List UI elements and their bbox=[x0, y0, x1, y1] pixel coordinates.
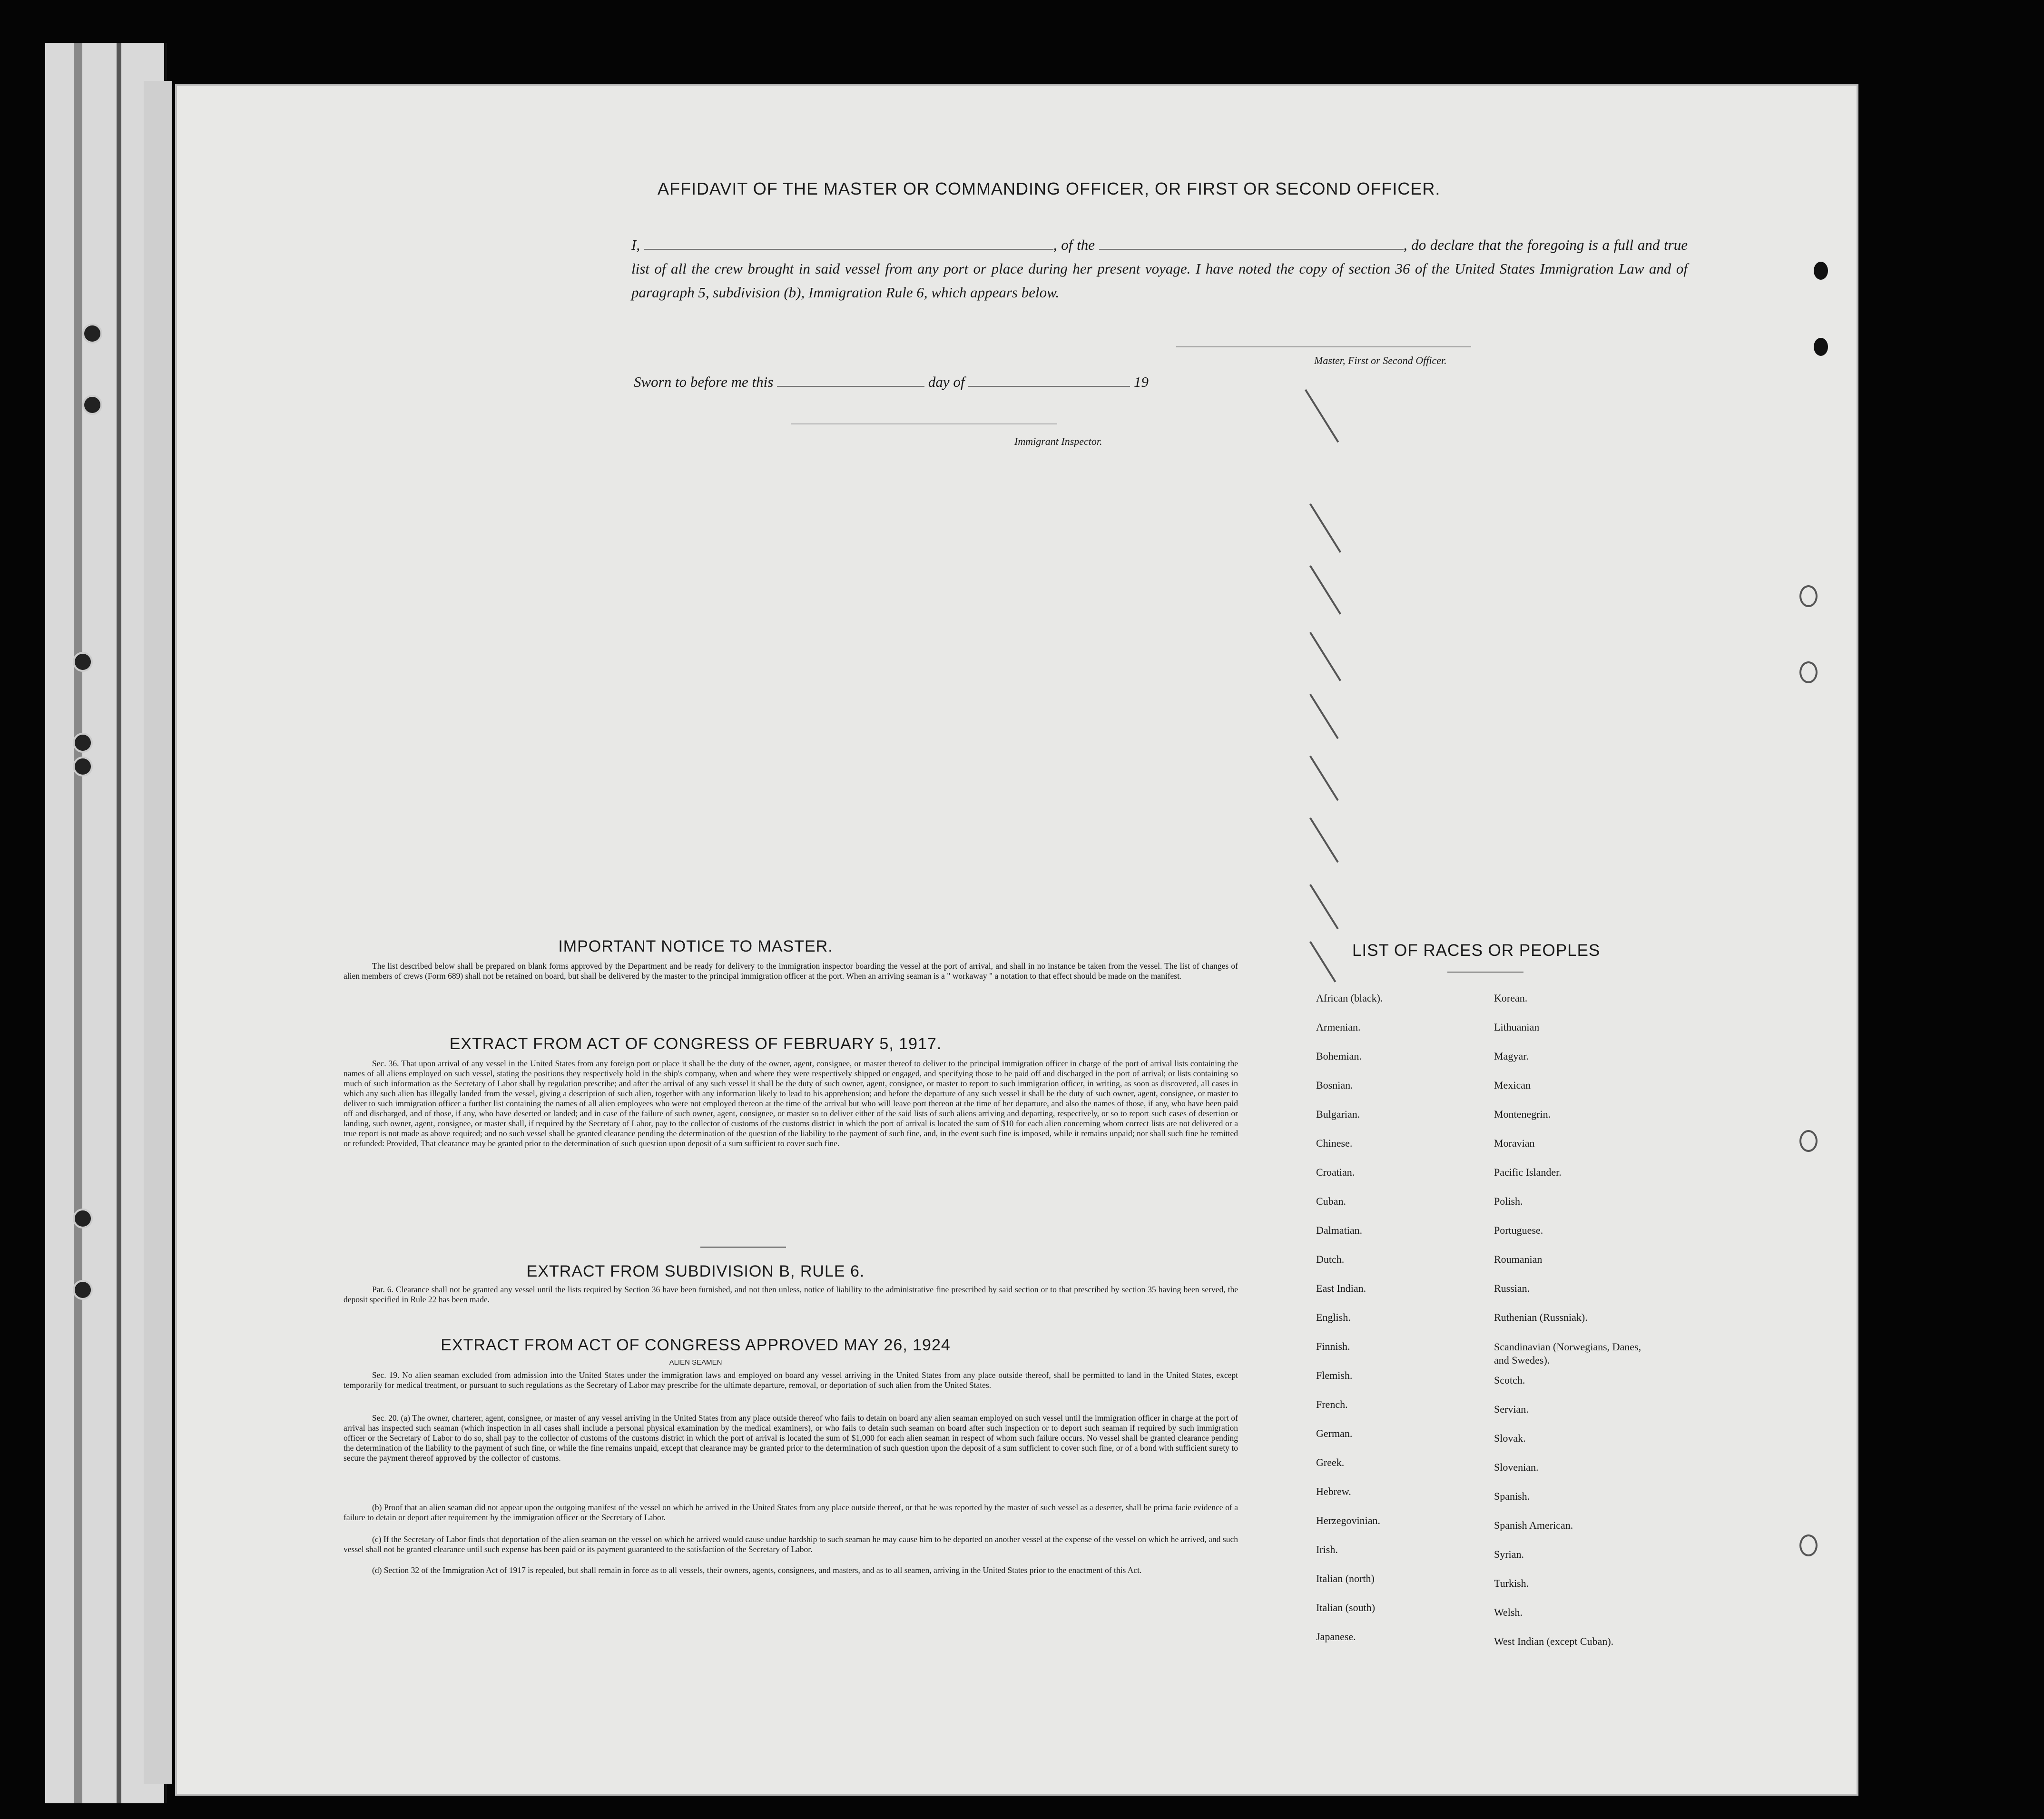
race-item: Mexican bbox=[1494, 1079, 1531, 1091]
punch-hole bbox=[1814, 338, 1828, 356]
race-item: German. bbox=[1316, 1427, 1353, 1439]
race-item: Dutch. bbox=[1316, 1253, 1345, 1265]
race-item: Scotch. bbox=[1494, 1374, 1525, 1386]
race-item: Chinese. bbox=[1316, 1137, 1353, 1149]
extract-rule6-title: EXTRACT FROM SUBDIVISION B, RULE 6. bbox=[526, 1262, 865, 1280]
race-item: Greek. bbox=[1316, 1456, 1345, 1468]
race-item: Finnish. bbox=[1316, 1340, 1350, 1352]
binder-strip bbox=[74, 43, 82, 1803]
binder-hole bbox=[73, 757, 93, 777]
page-edge bbox=[144, 81, 172, 1784]
affidavit-i: I, bbox=[631, 236, 640, 253]
pencil-mark bbox=[1309, 503, 1341, 553]
race-item: Pacific Islander. bbox=[1494, 1166, 1562, 1178]
race-item: Bulgarian. bbox=[1316, 1108, 1360, 1120]
race-item: Armenian. bbox=[1316, 1021, 1361, 1033]
extract-1924-sec20b: (b) Proof that an alien seaman did not appear upon the outgoing manifest of the vessel on which he arrived in the United States from any place outside thereof, or that he was reported by the master of such vessel as a deserter, shall be prima facie evidence of a failure to detain or deport after requirement by the immigration officer or the Secretary of Labor. bbox=[344, 1503, 1238, 1522]
race-item: Dalmatian. bbox=[1316, 1224, 1363, 1236]
race-item: Slovenian. bbox=[1494, 1461, 1539, 1473]
punch-hole bbox=[1799, 661, 1818, 683]
notice-title: IMPORTANT NOTICE TO MASTER. bbox=[558, 937, 833, 955]
race-item: Slovak. bbox=[1494, 1432, 1526, 1444]
race-item: Turkish. bbox=[1494, 1577, 1529, 1589]
signature-caption: Master, First or Second Officer. bbox=[1314, 354, 1447, 366]
signature-line[interactable] bbox=[1176, 346, 1471, 347]
pencil-mark bbox=[1309, 941, 1336, 983]
affidavit-of-the: , of the bbox=[1053, 236, 1095, 253]
race-item: Magyar. bbox=[1494, 1050, 1529, 1062]
punch-hole bbox=[1799, 1130, 1818, 1152]
inspector-line[interactable] bbox=[791, 423, 1057, 424]
pencil-mark bbox=[1309, 756, 1339, 801]
sworn-day-field[interactable] bbox=[777, 374, 924, 387]
extract-1917-title: EXTRACT FROM ACT OF CONGRESS OF FEBRUARY 5, 1917. bbox=[449, 1035, 942, 1053]
race-item: Syrian. bbox=[1494, 1548, 1524, 1560]
extract-1917-text: Sec. 36. That upon arrival of any vessel in the United States from any foreign port or place it shall be the duty of the owner, agent, consignee, or master thereof to deliver to the principal immigration officer in charge of the port of arrival lists containing the names of all aliens employed on such vessel, stating the positions they respectively hold in the ship's company, when and where they were respectively shipped or engaged, and specifying those to be paid off and discharged in the port of arrival; or lists containing so much of such information as the Secretary of Labor shall by regulation prescribe; and after the arrival of any such vessel it shall be the duty of such owner, agent, consignee, or master to report to such immigration officer, in writing, as soon as discovered, all cases in which any such alien has illegally landed from the vessel, giving a description of such alien, together with any information likely to lead to his apprehension; and before the departure of any such vessel it shall be the duty of such owner, agent, consignee, or master to deliver to such immigration officer a further list containing the names of all alien employees who were not employed thereon at the time of the arrival but who will leave port thereon at the time of her departure, and also the names of those, if any, who have been paid off and discharged, and of those, if any, who have deserted or landed; and in case of the failure of such owner, agent, consignee, or master so to deliver either of the said lists of such aliens arriving and departing, respectively, or so to report such cases of desertion or landing, such owner, agent, consignee, or master shall, if required by the Secretary of Labor, pay to the collector of customs of the customs district in which the port of arrival is located the sum of $10 for each alien concerning whom correct lists are not delivered or a true report is not made as above required; and no such vessel shall be granted clearance pending the determination of the question of the liability to the payment of such fine, and, in the event such fine is imposed, while it remains unpaid; nor shall such fine be remitted or refunded: Provided, That clearance may be granted prior to the determination of such question upon deposit of a sum sufficient to cover such fine. bbox=[344, 1059, 1238, 1148]
race-item: Moravian bbox=[1494, 1137, 1535, 1149]
races-divider bbox=[1447, 972, 1523, 973]
pencil-mark bbox=[1309, 817, 1339, 863]
race-item: Korean. bbox=[1494, 992, 1528, 1004]
race-item: Irish. bbox=[1316, 1544, 1338, 1555]
pencil-mark bbox=[1309, 632, 1341, 681]
document-page bbox=[177, 86, 1857, 1794]
extract-1924-sec20d: (d) Section 32 of the Immigration Act of 1917 is repealed, but shall remain in force as to all vessels, their owners, agents, consignees, and masters, and as to all seamen, arriving in the United States prior to the enactment of this Act. bbox=[372, 1565, 1142, 1575]
race-item: Flemish. bbox=[1316, 1369, 1353, 1381]
binder-hole bbox=[82, 324, 102, 344]
pencil-mark bbox=[1309, 694, 1339, 739]
punch-hole bbox=[1799, 1534, 1818, 1556]
race-item: African (black). bbox=[1316, 992, 1383, 1004]
extract-1924-subtitle: ALIEN SEAMEN bbox=[669, 1358, 722, 1367]
binder-strip bbox=[117, 43, 121, 1803]
sworn-month-field[interactable] bbox=[968, 374, 1130, 387]
race-item: Welsh. bbox=[1494, 1606, 1523, 1618]
race-item: Hebrew. bbox=[1316, 1485, 1351, 1497]
affidavit-do-declare: , do declare bbox=[1403, 236, 1474, 253]
race-item: Croatian. bbox=[1316, 1166, 1355, 1178]
race-item: Ruthenian (Russniak). bbox=[1494, 1311, 1588, 1323]
notice-text: The list described below shall be prepared on blank forms approved by the Department and be ready for delivery to the immigration inspector boarding the vessel at the port of arrival, and shall in no instance be taken from the vessel. The list of changes of alien members of crews (Form 689) shall not be retained on board, but shall be delivered by the master to the principal immigration officer at the port. When an arriving seaman is a " workaway " a notation to that effect should be made on the manifest. bbox=[344, 961, 1238, 981]
pencil-mark bbox=[1309, 884, 1339, 929]
race-item: Italian (south) bbox=[1316, 1602, 1376, 1613]
sworn-line bbox=[634, 374, 1149, 391]
punch-hole bbox=[1799, 585, 1818, 607]
race-item: West Indian (except Cuban). bbox=[1494, 1635, 1614, 1647]
race-item: Lithuanian bbox=[1494, 1021, 1540, 1033]
race-item: Roumanian bbox=[1494, 1253, 1543, 1265]
race-item: Spanish American. bbox=[1494, 1519, 1573, 1531]
divider bbox=[700, 1247, 786, 1248]
race-item: Montenegrin. bbox=[1494, 1108, 1551, 1120]
affidavit-text: that the foregoing is a full and true list of all the crew brought in said vessel from any port or place during her present voyage. I have noted the copy of section 36 of the United States Immigration Law and of paragraph 5, subdivision (b), Immigration Rule 6, which appears below. bbox=[631, 236, 1688, 301]
race-item: English. bbox=[1316, 1311, 1351, 1323]
race-item: Spanish. bbox=[1494, 1490, 1530, 1502]
race-item: Portuguese. bbox=[1494, 1224, 1543, 1236]
race-item: Scandinavian (Norwegians, Danes, and Swedes). bbox=[1494, 1341, 1641, 1366]
binder-hole bbox=[73, 652, 93, 672]
binder-hole bbox=[73, 1280, 93, 1300]
race-item: Herzegovinian. bbox=[1316, 1514, 1380, 1526]
extract-1924-title: EXTRACT FROM ACT OF CONGRESS APPROVED MAY 26, 1924 bbox=[441, 1336, 951, 1354]
race-item: French. bbox=[1316, 1398, 1348, 1410]
race-item: Cuban. bbox=[1316, 1195, 1346, 1207]
race-item: East Indian. bbox=[1316, 1282, 1366, 1294]
day-of-label: day of bbox=[928, 374, 965, 390]
sworn-label: Sworn to before me this bbox=[634, 374, 774, 390]
year-label: 19 bbox=[1133, 374, 1149, 390]
inspector-caption: Immigrant Inspector. bbox=[1014, 435, 1102, 447]
race-item: Bosnian. bbox=[1316, 1079, 1353, 1091]
binder-hole bbox=[82, 395, 102, 415]
races-title: LIST OF RACES OR PEOPLES bbox=[1352, 941, 1601, 960]
name-field[interactable] bbox=[644, 236, 1053, 250]
vessel-field[interactable] bbox=[1099, 236, 1404, 250]
extract-rule6-text: Par. 6. Clearance shall not be granted any vessel until the lists required by Section 36 have been furnished, and not then unless, notice of liability to the administrative fine prescribed by said section or to that prescribed by section 35 having been served, the deposit specified in Rule 22 has been made. bbox=[344, 1285, 1238, 1304]
race-item: Russian. bbox=[1494, 1282, 1530, 1294]
race-item: Servian. bbox=[1494, 1403, 1529, 1415]
pencil-mark bbox=[1305, 389, 1339, 442]
affidavit-title: AFFIDAVIT OF THE MASTER OR COMMANDING OFFICER, OR FIRST OR SECOND OFFICER. bbox=[658, 179, 1441, 198]
race-item: Polish. bbox=[1494, 1195, 1523, 1207]
binder-hole bbox=[73, 733, 93, 753]
pencil-mark bbox=[1309, 565, 1341, 615]
race-item: Japanese. bbox=[1316, 1631, 1356, 1642]
punch-hole bbox=[1814, 262, 1828, 280]
race-item: Bohemian. bbox=[1316, 1050, 1362, 1062]
extract-1924-sec20c: (c) If the Secretary of Labor finds that deportation of the alien seaman on the vessel on which he arrived would cause undue hardship to such seaman he may cause him to be deported on another vessel at the expense of the vessel on which he arrived, and such vessel shall not be granted clearance until such expense has been paid or its payment guaranteed to the satisfaction of the Secretary of Labor. bbox=[344, 1534, 1238, 1554]
affidavit-body bbox=[631, 233, 1688, 305]
extract-1924-sec19: Sec. 19. No alien seaman excluded from admission into the United States under the immigration laws and employed on board any vessel arriving in the United States from any place outside thereof, shall be permitted to land in the United States, except temporarily for medical treatment, or pursuant to such regulations as the Secretary of Labor may prescribe for the ultimate departure, removal, or deportation of such alien from the United States. bbox=[344, 1370, 1238, 1390]
race-item: Italian (north) bbox=[1316, 1573, 1375, 1584]
binder-hole bbox=[73, 1209, 93, 1229]
extract-1924-sec20a: Sec. 20. (a) The owner, charterer, agent, consignee, or master of any vessel arriving in the United States from any place outside thereof who fails to detain on board any alien seaman employed on such vessel until the immigration officer in charge at the port of arrival has inspected such seaman (which inspection in all cases shall include a personal physical examination by the medical examiners), or who fails to detain such seaman on board after such inspection or to deport such seaman if required by such immigration officer or the Secretary of Labor to do so, shall pay to the collector of customs of the customs district in which the port of arrival is located the sum of $1,000 for each alien seaman in respect of whom such failure occurs. No vessel shall be granted clearance pending the determination of the liability to the payment of such fine, or while the fine remains unpaid, except that clearance may be granted prior to the determination of such question upon the deposit of a sum sufficient to cover such fine, or of a bond with sufficient surety to secure the payment thereof approved by the collector of customs. bbox=[344, 1413, 1238, 1463]
